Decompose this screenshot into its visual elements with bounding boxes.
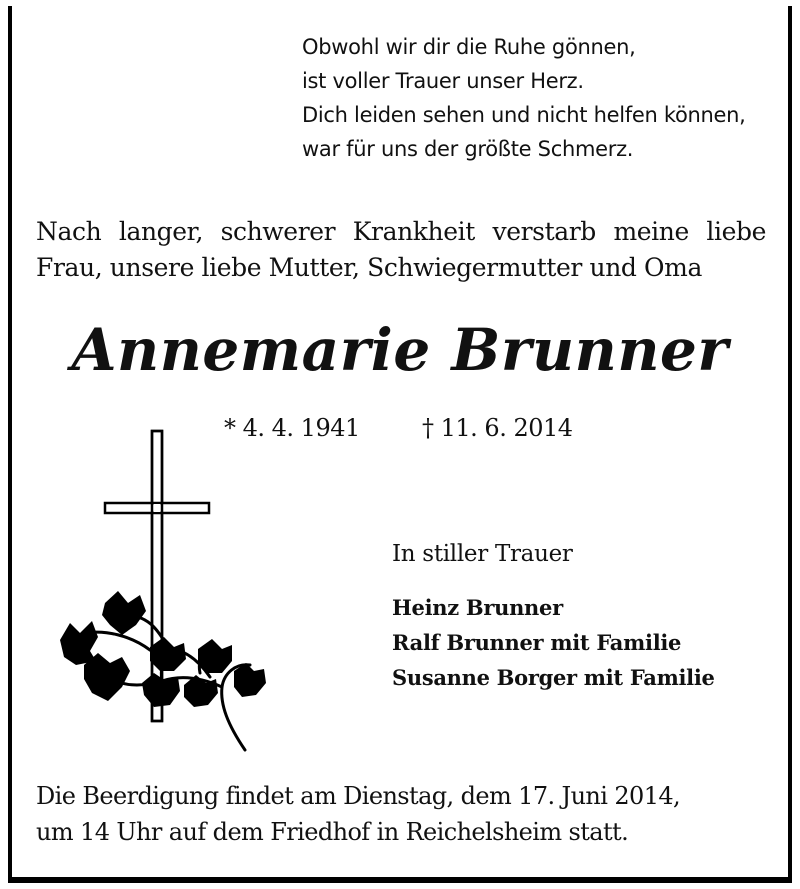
poem-line: war für uns der größte Schmerz. xyxy=(302,137,634,161)
poem-line: Dich leiden sehen und nicht helfen können, xyxy=(302,103,746,127)
poem-line: Obwohl wir dir die Ruhe gönnen, xyxy=(302,35,636,59)
deceased-name: Annemarie Brunner xyxy=(71,316,729,384)
intro-line: Frau, unsere liebe Mutter, Schwiegermutter und Oma xyxy=(36,253,702,282)
funeral-line: um 14 Uhr auf dem Friedhof in Reichelsheim statt. xyxy=(36,818,629,846)
poem xyxy=(302,30,746,166)
cross-with-ivy-icon xyxy=(50,425,280,760)
mourner-name: Ralf Brunner mit Familie xyxy=(392,630,682,655)
mourning-heading: In stiller Trauer xyxy=(392,541,573,567)
funeral-info xyxy=(36,778,680,850)
death-date: † 11. 6. 2014 xyxy=(422,414,573,442)
mourner-name: Heinz Brunner xyxy=(392,595,563,620)
mourner-name: Susanne Borger mit Familie xyxy=(392,665,715,690)
birth-date: * 4. 4. 1941 xyxy=(224,414,360,442)
intro-text xyxy=(36,214,766,286)
funeral-line: Die Beerdigung findet am Dienstag, dem 17. Juni 2014, xyxy=(36,782,681,810)
intro-line: Nach langer, schwerer Krankheit verstarb meine liebe xyxy=(36,217,766,246)
mourners-list xyxy=(392,590,715,695)
poem-line: ist voller Trauer unser Herz. xyxy=(302,69,584,93)
